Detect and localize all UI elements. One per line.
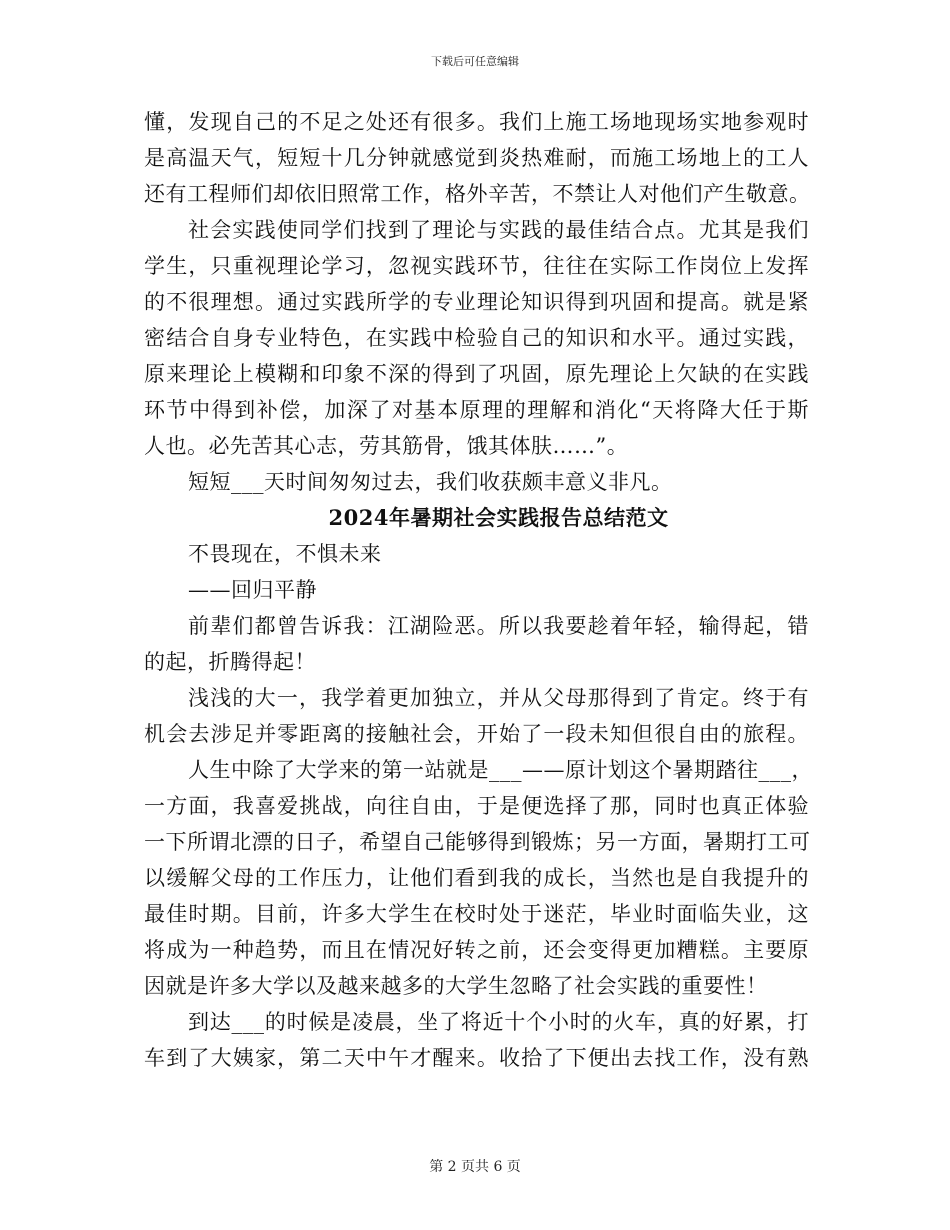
paragraph-line: 机会去涉足并零距离的接触社会，开始了一段未知但很自由的旅程。 — [144, 722, 809, 746]
subtitle-line: 不畏现在，不惧未来 — [188, 542, 382, 566]
paragraph-line: 最佳时期。目前，许多大学生在校时处于迷茫，毕业时面临失业，这 — [144, 902, 809, 926]
section-title: 2024年暑期社会实践报告总结范文 — [328, 505, 669, 530]
paragraph-line: 因就是许多大学以及越来越多的大学生忽略了社会实践的重要性！ — [144, 974, 768, 998]
paragraph-line: 人也。必先苦其心志，劳其筋骨，饿其体肤……”。 — [144, 434, 629, 458]
paragraph-line: 人生中除了大学来的第一站就是___——原计划这个暑期踏往___， — [188, 758, 813, 782]
paragraph-line: 的不很理想。通过实践所学的专业理论知识得到巩固和提高。就是紧 — [144, 290, 809, 314]
paragraph-line: 浅浅的大一，我学着更加独立，并从父母那得到了肯定。终于有 — [188, 686, 809, 710]
paragraph-line: 学生，只重视理论学习，忽视实践环节，往往在实际工作岗位上发挥 — [144, 254, 809, 278]
paragraph-line: 前辈们都曾告诉我：江湖险恶。所以我要趁着年轻，输得起，错 — [188, 614, 809, 638]
paragraph-line: 是高温天气，短短十几分钟就感觉到炎热难耐，而施工场地上的工人 — [144, 146, 809, 170]
paragraph-line: 原来理论上模糊和印象不深的得到了巩固，原先理论上欠缺的在实践 — [144, 362, 809, 386]
paragraph-line: 到达___的时候是凌晨，坐了将近十个小时的火车，真的好累，打 — [188, 1010, 809, 1034]
page-header: 下载后可任意编辑 — [431, 55, 519, 68]
paragraph-line: 环节中得到补偿，加深了对基本原理的理解和消化“天将降大任于斯 — [144, 398, 809, 422]
subtitle-line: ——回归平静 — [188, 578, 317, 602]
paragraph-line: 车到了大姨家，第二天中午才醒来。收拾了下便出去找工作，没有熟 — [144, 1046, 809, 1070]
paragraph-line: 短短___天时间匆匆过去，我们收获颇丰意义非凡。 — [188, 470, 673, 494]
paragraph-line: 一下所谓北漂的日子，希望自己能够得到锻炼；另一方面，暑期打工可 — [144, 830, 811, 854]
paragraph-line: 还有工程师们却依旧照常工作，格外辛苦，不禁让人对他们产生敬意。 — [144, 182, 811, 206]
paragraph-line: 的起，折腾得起！ — [144, 650, 316, 674]
paragraph-line: 密结合自身专业特色，在实践中检验自己的知识和水平。通过实践， — [144, 326, 809, 350]
paragraph-line: 将成为一种趋势，而且在情况好转之前，还会变得更加糟糕。主要原 — [144, 938, 809, 962]
paragraph-line: 以缓解父母的工作压力，让他们看到我的成长，当然也是自我提升的 — [144, 866, 809, 890]
paragraph-line: 社会实践使同学们找到了理论与实践的最佳结合点。尤其是我们 — [188, 218, 809, 242]
paragraph-line: 一方面，我喜爱挑战，向往自由，于是便选择了那，同时也真正体验 — [144, 794, 809, 818]
page-footer: 第 2 页共 6 页 — [429, 1159, 521, 1175]
paragraph-line: 懂，发现自己的不足之处还有很多。我们上施工场地现场实地参观时 — [144, 110, 809, 134]
document-body — [144, 104, 813, 1076]
